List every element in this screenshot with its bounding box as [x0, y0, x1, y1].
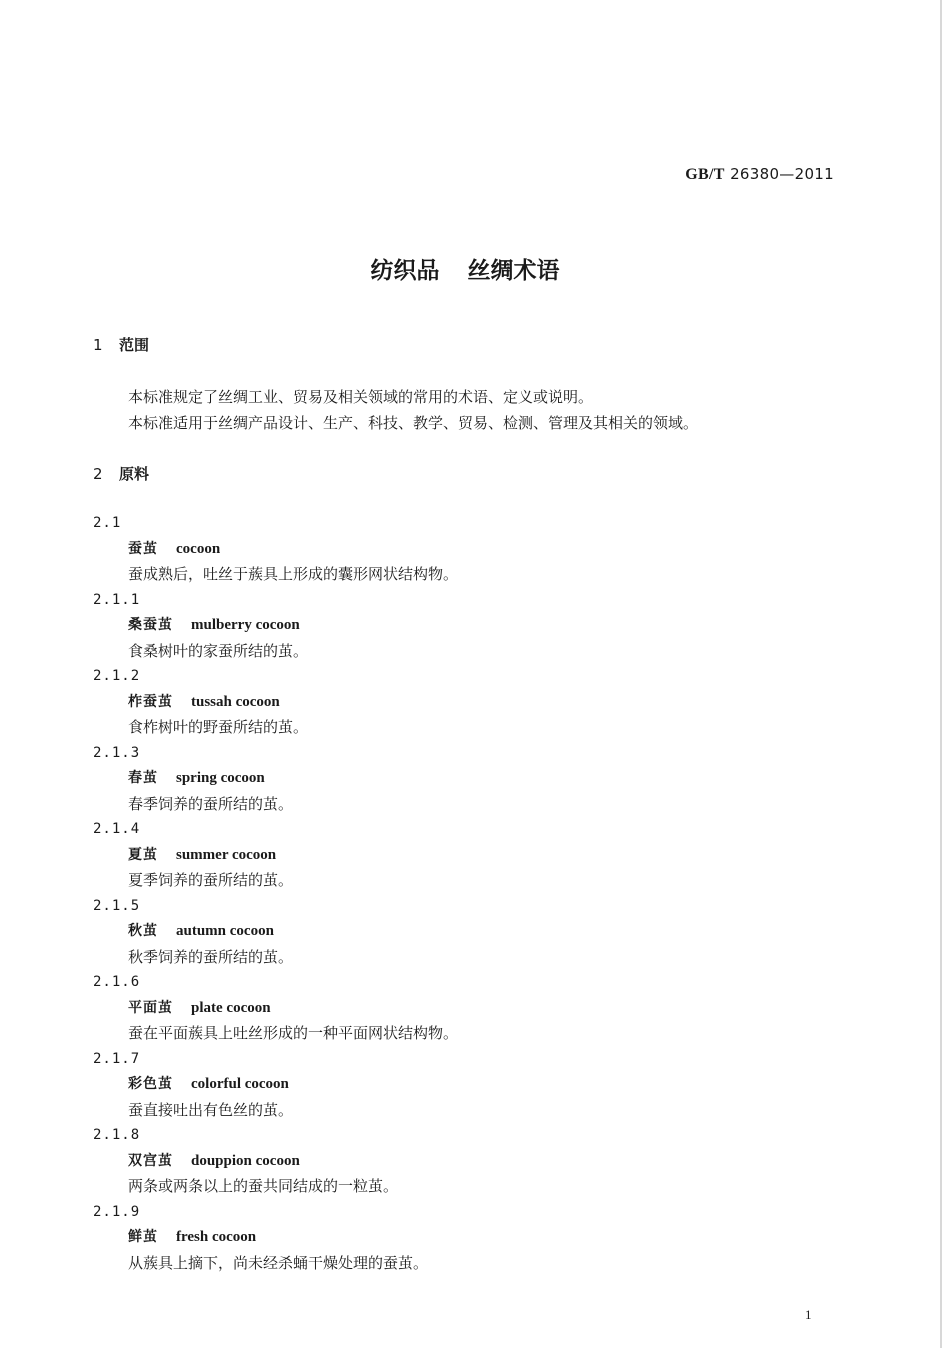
standard-number: 26380—2011 [730, 165, 834, 183]
term-entries [93, 511, 913, 1276]
section-2-heading [93, 463, 149, 484]
term-definition: 蚕成熟后，吐丝于蔟具上形成的囊形网状结构物。 [128, 565, 459, 583]
term-heading [93, 843, 913, 869]
term-number: 2.1.5 [93, 897, 141, 914]
section-1-heading [93, 334, 149, 355]
term-chinese: 彩色茧 [128, 1076, 173, 1092]
term-heading [93, 1225, 913, 1251]
section-2-number: 2 [93, 465, 103, 483]
section-1-number: 1 [93, 336, 103, 354]
term-number: 2.1.1 [93, 591, 141, 608]
standard-code [685, 164, 834, 184]
term-number: 2.1.3 [93, 744, 141, 761]
term-english: summer cocoon [176, 846, 277, 863]
term-definition: 从蔟具上摘下，尚未经杀蛹干燥处理的蚕茧。 [128, 1253, 429, 1272]
term-number: 2.1.9 [93, 1203, 141, 1220]
scope-paragraph-2: 本标准适用于丝绸产品设计、生产、科技、教学、贸易、检测、管理及其相关的领域。 [128, 414, 699, 432]
term-entry [93, 970, 913, 1047]
term-chinese: 春茧 [128, 770, 158, 786]
term-heading [93, 537, 913, 563]
term-english: autumn cocoon [176, 923, 274, 939]
term-entry [93, 741, 913, 818]
term-definition: 夏季饲养的蚕所结的茧。 [128, 871, 294, 889]
term-heading [93, 766, 913, 792]
term-chinese: 夏茧 [128, 846, 158, 863]
term-number: 2.1.6 [93, 974, 141, 990]
term-english: tussah cocoon [191, 693, 280, 710]
term-number: 2.1 [93, 515, 122, 531]
term-definition: 两条或两条以上的蚕共同结成的一粒茧。 [128, 1177, 399, 1195]
term-heading [93, 613, 913, 639]
term-number: 2.1.7 [93, 1050, 141, 1067]
term-heading [93, 996, 913, 1022]
title-part-1: 纺织品 [370, 258, 440, 284]
term-entry [93, 817, 913, 894]
term-entry [93, 1200, 913, 1277]
term-entry [93, 1047, 913, 1124]
term-heading [93, 1149, 913, 1175]
term-definition: 食柞树叶的野蚕所结的茧。 [128, 718, 309, 736]
scope-paragraph-1: 本标准规定了丝绸工业、贸易及相关领域的常用的术语、定义或说明。 [128, 388, 594, 406]
section-1-body [128, 384, 698, 436]
term-chinese: 桑蚕茧 [128, 617, 173, 633]
term-number: 2.1.4 [93, 821, 141, 837]
term-chinese: 鲜茧 [128, 1229, 158, 1245]
standard-prefix: GB/T [685, 166, 725, 183]
term-english: colorful cocoon [191, 1076, 289, 1092]
term-number: 2.1.8 [93, 1127, 141, 1143]
page-edge [940, 0, 942, 1348]
term-heading [93, 690, 913, 716]
term-chinese: 柞蚕茧 [128, 693, 173, 710]
term-heading [93, 919, 913, 945]
term-english: cocoon [176, 540, 221, 557]
term-english: fresh cocoon [176, 1229, 257, 1245]
term-entry [93, 664, 913, 741]
page-number: 1 [805, 1307, 812, 1322]
document-title [0, 252, 930, 285]
term-heading [93, 1072, 913, 1098]
title-part-2: 丝绸术语 [467, 258, 560, 284]
section-2-name: 原料 [119, 465, 150, 483]
term-english: mulberry cocoon [191, 617, 300, 633]
term-chinese: 蚕茧 [128, 540, 158, 557]
term-definition: 秋季饲养的蚕所结的茧。 [128, 947, 294, 966]
term-chinese: 秋茧 [128, 923, 158, 939]
term-entry [93, 894, 913, 971]
term-english: douppion cocoon [191, 1152, 300, 1169]
term-entry [93, 588, 913, 665]
term-entry [93, 511, 913, 588]
section-1-name: 范围 [119, 336, 150, 354]
term-chinese: 平面茧 [128, 999, 173, 1016]
term-number: 2.1.2 [93, 668, 141, 684]
term-definition: 蚕在平面蔟具上吐丝形成的一种平面网状结构物。 [128, 1024, 459, 1042]
term-english: spring cocoon [176, 770, 265, 786]
term-definition: 春季饲养的蚕所结的茧。 [128, 794, 294, 813]
term-definition: 蚕直接吐出有色丝的茧。 [128, 1100, 294, 1119]
term-chinese: 双宫茧 [128, 1152, 173, 1169]
term-english: plate cocoon [191, 999, 271, 1016]
term-definition: 食桑树叶的家蚕所结的茧。 [128, 641, 309, 660]
term-entry [93, 1123, 913, 1200]
